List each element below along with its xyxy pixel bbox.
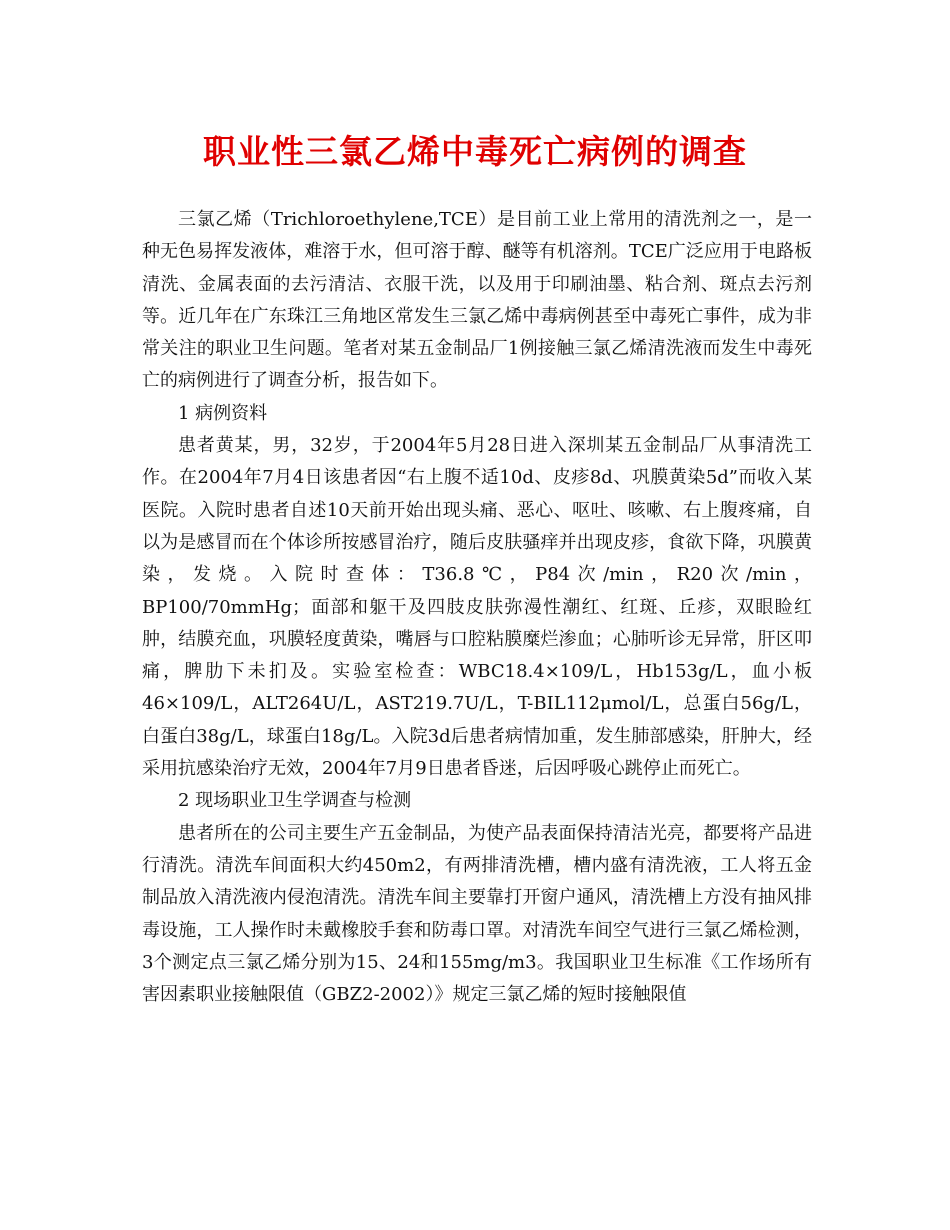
intro-paragraph: 三氯乙烯（Trichloroethylene,TCE）是目前工业上常用的清洗剂之一，是一种无色易挥发液体，难溶于水，但可溶于醇、醚等有机溶剂。TCE广泛应用于电路板清洗、金属表面的去污清洁、衣服干洗，以及用于印刷油墨、粘合剂、斑点去污剂等。近几年在广东珠江三角地区常发生三氯乙烯中毒病例甚至中毒死亡事件，成为非常关注的职业卫生问题。笔者对某五金制品厂1例接触三氯乙烯清洗液而发生中毒死亡的病例进行了调查分析，报告如下。: [142, 209, 812, 392]
document-body: [142, 204, 812, 1011]
survey-paragraph: 患者所在的公司主要生产五金制品，为使产品表面保持清洁光亮，都要将产品进行清洗。清洗车间面积大约450m2，有两排清洗槽，槽内盛有清洗液，工人将五金制品放入清洗液内侵泡清洗。清洗车间主要靠打开窗户通风，清洗槽上方没有抽风排毒设施，工人操作时未戴橡胶手套和防毒口罩。对清洗车间空气进行三氯乙烯检测，3个测定点三氯乙烯分别为15、24和155mg/m3。我国职业卫生标准《工作场所有害因素职业接触限值（GBZ2-2002）》规定三氯乙烯的短时接触限值: [142, 822, 812, 1006]
section-heading-case-data: 1 病例资料: [178, 402, 268, 424]
section-heading-field-survey: 2 现场职业卫生学调查与检测: [178, 790, 412, 812]
document-title: 职业性三氯乙烯中毒死亡病例的调查: [203, 132, 747, 171]
case-paragraph: 患者黄某，男，32岁，于2004年5月28日进入深圳某五金制品厂从事清洗工作。在2004年7月4日该患者因“右上腹不适10d、皮疹8d、巩膜黄染5d”而收入某医院。入院时患者自述10天前开始出现头痛、恶心、呕吐、咳嗽、右上腹疼痛，自以为是感冒而在个体诊所按感冒治疗，随后皮肤骚痒并出现皮疹，食欲下降，巩膜黄染，发烧。入院时查体：T36.8℃，P84次/min，R20次/min，BP100/70mmHg；面部和躯干及四肢皮肤弥漫性潮红、红斑、丘疹，双眼睑红肿，结膜充血，巩膜轻度黄染，嘴唇与口腔粘膜糜烂渗血；心肺听诊无异常，肝区叩痛，脾肋下未扪及。实验室检查：WBC18.4×109/L，Hb153g/L，血小板46×109/L，ALT264U/L，AST219.7U/L，T-BIL112μmol/L，总蛋白56g/L，白蛋白38g/L，球蛋白18g/L。入院3d后患者病情加重，发生肺部感染，肝肿大，经采用抗感染治疗无效，2004年7月9日患者昏迷，后因呼吸心跳停止而死亡。: [142, 435, 812, 780]
